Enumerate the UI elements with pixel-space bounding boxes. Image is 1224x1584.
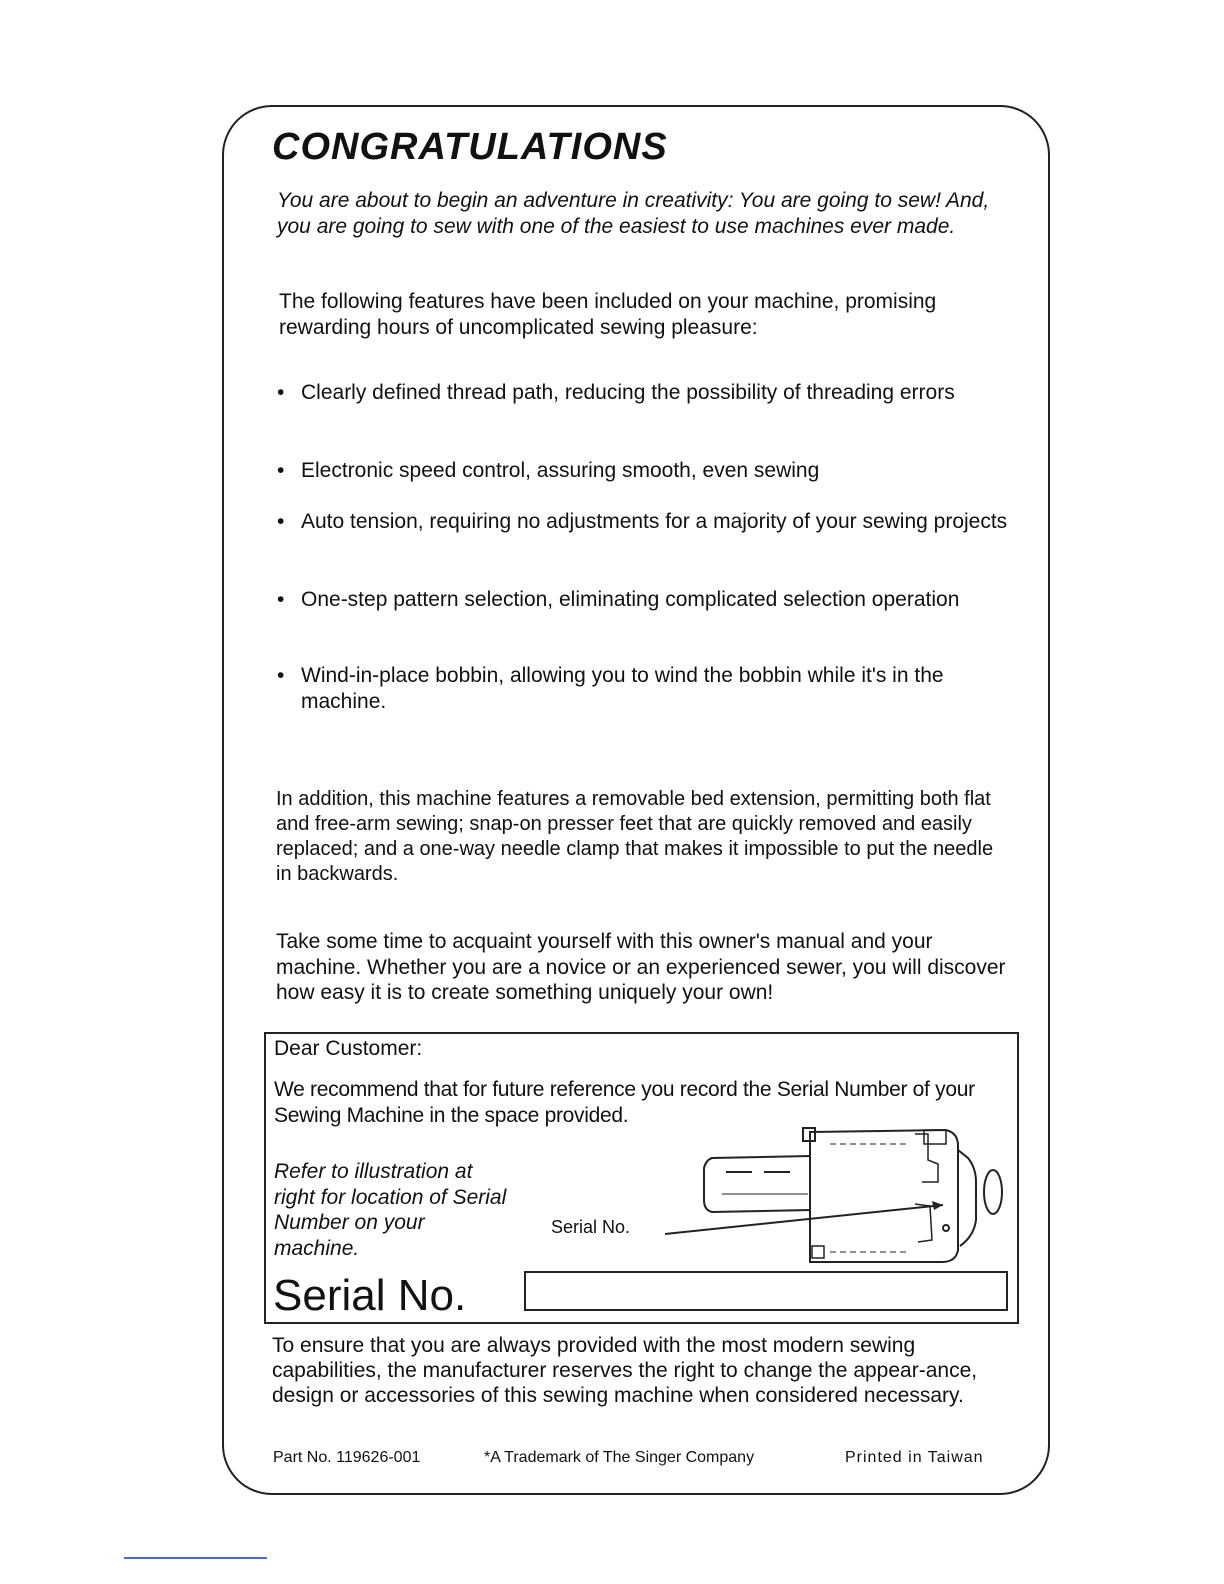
customer-greeting: Dear Customer: bbox=[274, 1037, 423, 1060]
sewing-machine-illustration bbox=[660, 1122, 1008, 1267]
illustration-serial-label: Serial No. bbox=[551, 1217, 631, 1237]
serial-number-label: Serial No. bbox=[273, 1271, 467, 1320]
manufacturer-disclaimer: To ensure that you are always provided with the most modern sewing capabilities, the manufacturer reserves the right to change the appear-ance, design or accessories of this sewing machine when considered necessary. bbox=[272, 1334, 978, 1407]
feature-text: Wind-in-place bobbin, allowing you to wind the bobbin while it's in the machine. bbox=[301, 664, 944, 713]
trademark-note: *A Trademark of The Singer Company bbox=[484, 1449, 755, 1466]
serial-recommendation-text: We recommend that for future reference you record the Serial Number of your Sewing Machine in the space provided. bbox=[274, 1078, 975, 1127]
page-divider-line bbox=[124, 1557, 267, 1559]
feature-item bbox=[277, 587, 1012, 613]
feature-item bbox=[277, 663, 1012, 715]
part-number: Part No. 119626-001 bbox=[273, 1449, 421, 1466]
serial-number-field[interactable] bbox=[524, 1271, 1008, 1311]
serial-pointer-arrow-icon bbox=[932, 1201, 943, 1210]
intro-paragraph: You are about to begin an adventure in creativity: You are going to sew! And, you are going to sew with one of the easiest to use machines ever made. bbox=[277, 189, 990, 238]
printed-in-note: Printed in Taiwan bbox=[845, 1449, 984, 1466]
bullet-icon: • bbox=[277, 664, 285, 687]
refer-illustration-note: Refer to illustration at right for location of Serial Number on your machine. bbox=[274, 1160, 507, 1260]
feature-text: Electronic speed control, assuring smooth, even sewing bbox=[301, 459, 820, 482]
features-intro-paragraph: The following features have been included on your machine, promising rewarding hours of uncomplicated sewing pleasure: bbox=[279, 290, 937, 339]
feature-text: Auto tension, requiring no adjustments for a majority of your sewing projects bbox=[301, 510, 1008, 533]
bullet-icon: • bbox=[277, 510, 285, 533]
bullet-icon: • bbox=[277, 381, 285, 404]
bullet-icon: • bbox=[277, 459, 285, 482]
additional-features-paragraph: In addition, this machine features a removable bed extension, permitting both flat and free-arm sewing; snap-on presser feet that are quickly removed and easily replaced; and a one-way needle clamp that makes it impossible to put the needle in backwards. bbox=[276, 788, 994, 885]
acquaint-paragraph: Take some time to acquaint yourself with this owner's manual and your machine. Whether you are a novice or an experienced sewer, you will discover how easy it is to create something uniquely your own! bbox=[276, 930, 1006, 1004]
feature-text: One-step pattern selection, eliminating complicated selection operation bbox=[301, 588, 960, 611]
feature-item bbox=[277, 509, 1012, 535]
feature-item bbox=[277, 458, 1012, 484]
bullet-icon: • bbox=[277, 588, 285, 611]
feature-item bbox=[277, 380, 1012, 406]
page-title: CONGRATULATIONS bbox=[272, 126, 668, 168]
feature-text: Clearly defined thread path, reducing the possibility of threading errors bbox=[301, 381, 955, 404]
